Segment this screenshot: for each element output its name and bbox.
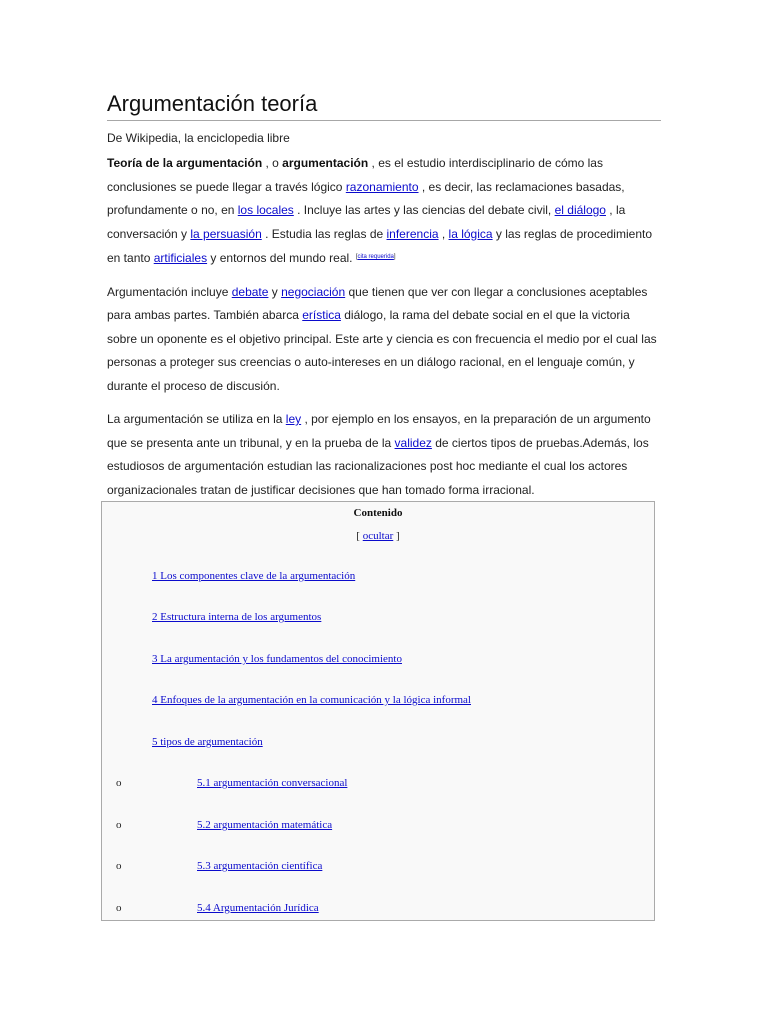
toc-item [152, 653, 402, 665]
text: , por ejemplo en los ensayos, en la preparación de un argumento que se presenta ante un tribunal, y en la prueba de la [107, 412, 651, 450]
toc-item [152, 736, 263, 748]
toc-link-2[interactable]: 2 Estructura interna de los argumentos [152, 611, 322, 623]
page-title: Argumentación teoría [107, 90, 661, 121]
text: , la conversación y [107, 203, 626, 241]
text: de ciertos tipos de pruebas.Además, los estudiosos de argumentación estudian las racionalizaciones post hoc mediante el cual los actores organizacionales tratan de justificar decisiones que han tomado forma irracional. [107, 435, 649, 497]
toc-item [152, 611, 321, 623]
text: y las reglas de procedimiento en tanto [107, 226, 652, 265]
paragraph-3 [107, 408, 661, 502]
link-negociacion[interactable]: negociación [281, 284, 346, 299]
toc-subitem [197, 860, 322, 872]
list-bullet: o [116, 902, 122, 914]
text: , [438, 226, 449, 241]
toc-bracket: ] [393, 530, 400, 542]
link-debate[interactable]: debate [231, 284, 269, 299]
text: y entornos del mundo real. [207, 251, 356, 265]
citation-needed-link[interactable]: cita requerida [357, 254, 394, 260]
text: , es el estudio interdisciplinario de cómo las conclusiones se puede llegar a través lógico [107, 156, 603, 194]
toc-item [152, 570, 355, 582]
toc-subitem [197, 777, 347, 789]
paragraph-1 [107, 152, 661, 271]
cite-bracket: ] [393, 254, 396, 260]
link-la-logica[interactable]: la lógica [448, 226, 493, 241]
list-bullet: o [116, 819, 122, 831]
link-validez[interactable]: validez [394, 435, 432, 450]
toc-title: Contenido [353, 507, 403, 519]
link-ley[interactable]: ley [285, 412, 302, 426]
link-los-locales[interactable]: los locales [237, 203, 294, 217]
text: y [268, 284, 282, 299]
bold-term: Teoría de la argumentación [107, 156, 263, 170]
link-la-persuasion[interactable]: la persuasión [190, 226, 262, 241]
toc-link-1[interactable]: 1 Los componentes clave de la argumentación [152, 570, 356, 582]
page-subtitle: De Wikipedia, la enciclopedia libre [107, 131, 290, 145]
toc-bracket: [ [356, 530, 363, 542]
bold-term: argumentación [282, 156, 369, 170]
link-inferencia[interactable]: inferencia [386, 226, 439, 241]
cite-bracket: [ [355, 254, 358, 260]
text: . Estudia las reglas de [261, 226, 387, 241]
toc-link-5[interactable]: 5 tipos de argumentación [152, 736, 263, 748]
text: , es decir, las reclamaciones basadas, profundamente o no, en [107, 179, 625, 217]
link-artificiales[interactable]: artificiales [153, 251, 208, 265]
toc-link-4[interactable]: 4 Enfoques de la argumentación en la comunicación y la lógica informal [152, 694, 471, 706]
article [107, 90, 661, 502]
paragraph-2 [107, 281, 661, 399]
link-eristica[interactable]: erística [302, 308, 341, 322]
list-bullet: o [116, 777, 122, 789]
toc-toggle [102, 530, 654, 542]
toc-hide-link[interactable]: ocultar [362, 530, 394, 542]
text: . Incluye las artes y las ciencias del debate civil, [293, 203, 555, 217]
toc-link-3[interactable]: 3 La argumentación y los fundamentos del conocimiento [152, 653, 402, 665]
table-of-contents [101, 501, 655, 921]
toc-link-5-4[interactable]: 5.4 Argumentación Jurídica [197, 902, 319, 914]
link-razonamiento[interactable]: razonamiento [345, 179, 419, 194]
text: , o [262, 156, 283, 170]
text: diálogo, la rama del debate social en el que la victoria sobre un oponente es el objetivo principal. Este arte y ciencia es con frecuencia el medio por el cual las personas a proteger sus creencias o auto-intereses en un diálogo racional, en el lenguaje común, y durante el proceso de discusión. [107, 308, 657, 393]
citation-needed [356, 254, 396, 260]
toc-item [152, 694, 471, 706]
link-el-dialogo[interactable]: el diálogo [554, 203, 606, 217]
toc-subitem [197, 902, 319, 914]
toc-link-5-2[interactable]: 5.2 argumentación matemática [197, 819, 333, 831]
text: que tienen que ver con llegar a conclusiones aceptables para ambas partes. También abarca [107, 284, 648, 322]
text: Argumentación incluye [107, 284, 232, 299]
toc-subitem [197, 819, 332, 831]
list-bullet: o [116, 860, 122, 872]
text: La argumentación se utiliza en la [107, 412, 286, 426]
toc-link-5-1[interactable]: 5.1 argumentación conversacional [197, 777, 348, 789]
toc-link-5-3[interactable]: 5.3 argumentación científica [197, 860, 323, 872]
